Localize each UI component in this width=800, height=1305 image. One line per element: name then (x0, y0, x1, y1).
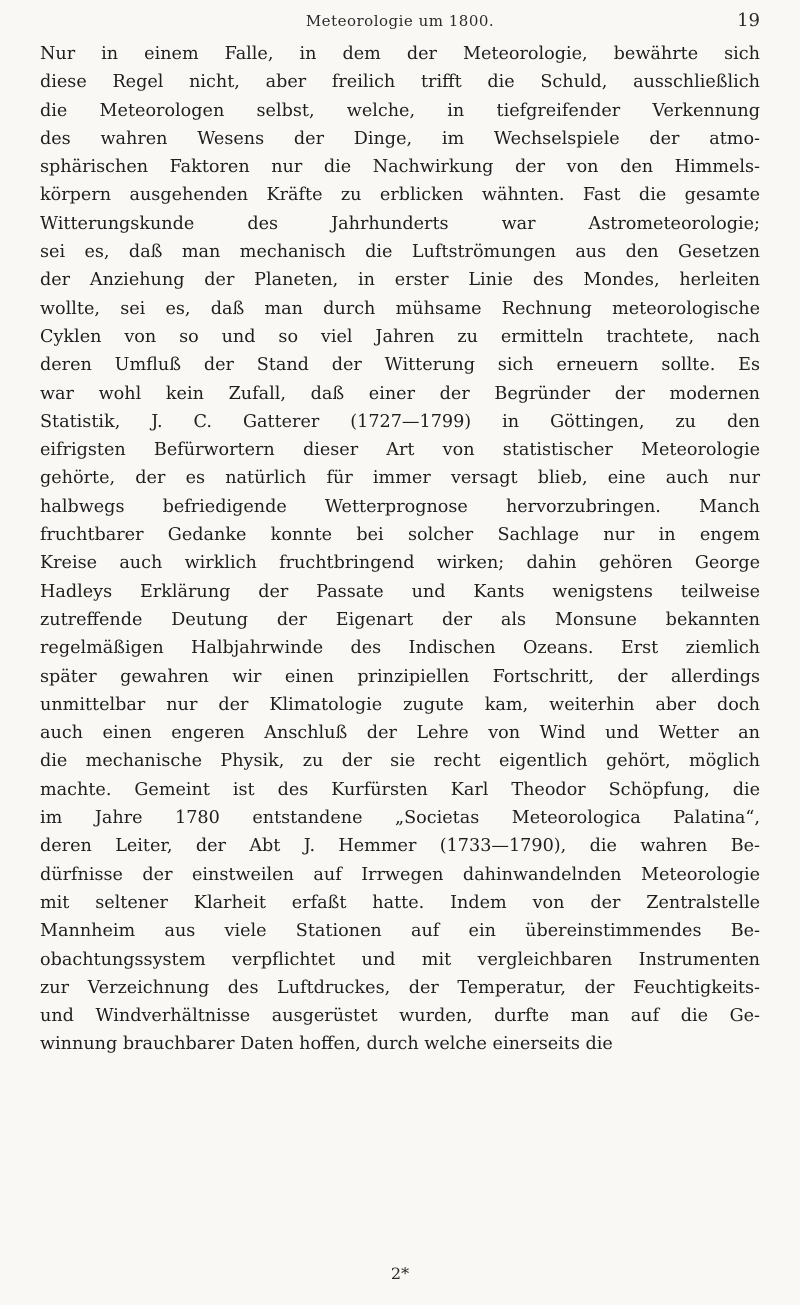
text-line: Statistik, J. C. Gatterer (1727—1799) in Göttingen, zu den (40, 411, 760, 432)
text-line: sphärischen Faktoren nur die Nachwirkung der von den Himmels- (40, 157, 760, 178)
text-line: die Meteorologen selbst, welche, in tiefgreifender Verkennung (40, 100, 760, 121)
text-line: deren Leiter, der Abt J. Hemmer (1733—1790), die wahren Be- (40, 836, 760, 857)
text-line: zutreffende Deutung der Eigenart der als Monsune bekannten (40, 609, 760, 630)
text-line: wollte, sei es, daß man durch mühsame Rechnung meteorologische (40, 298, 760, 319)
text-line: Cyklen von so und so viel Jahren zu ermitteln trachtete, nach (40, 326, 760, 347)
body-text (40, 40, 760, 1059)
text-line: auch einen engeren Anschluß der Lehre von Wind und Wetter an (40, 723, 760, 744)
text-line: deren Umfluß der Stand der Witterung sich erneuern sollte. Es (40, 355, 760, 376)
text-line: diese Regel nicht, aber freilich trifft die Schuld, ausschließlich (40, 72, 760, 93)
text-line: später gewahren wir einen prinzipiellen Fortschritt, der allerdings (40, 666, 760, 687)
text-line: obachtungssystem verpflichtet und mit vergleichbaren Instrumenten (40, 949, 760, 970)
text-line: zur Verzeichnung des Luftdruckes, der Temperatur, der Feuchtigkeits- (40, 977, 760, 998)
text-line: im Jahre 1780 entstandene „Societas Meteorologica Palatina“, (40, 808, 760, 829)
text-line: des wahren Wesens der Dinge, im Wechselspiele der atmo- (40, 128, 760, 149)
text-line: sei es, daß man mechanisch die Luftströmungen aus den Gesetzen (40, 242, 760, 263)
text-line: gehörte, der es natürlich für immer versagt blieb, eine auch nur (40, 468, 760, 489)
text-line: die mechanische Physik, zu der sie recht eigentlich gehört, möglich (40, 751, 760, 772)
text-line: der Anziehung der Planeten, in erster Linie des Mondes, herleiten (40, 270, 760, 291)
text-line: regelmäßigen Halbjahrwinde des Indischen Ozeans. Erst ziemlich (40, 638, 760, 659)
text-line: halbwegs befriedigende Wetterprognose hervorzubringen. Manch (40, 496, 760, 517)
text-line: winnung brauchbarer Daten hoffen, durch welche einerseits die (40, 1034, 613, 1055)
running-head: Meteorologie um 1800. (305, 12, 495, 30)
text-line: Mannheim aus viele Stationen auf ein übereinstimmendes Be- (40, 921, 760, 942)
text-line: Kreise auch wirklich fruchtbringend wirken; dahin gehören George (40, 553, 760, 574)
text-line: Nur in einem Falle, in dem der Meteorologie, bewährte sich (40, 44, 760, 64)
text-line: und Windverhältnisse ausgerüstet wurden, durfte man auf die Ge- (40, 1006, 760, 1027)
text-line: fruchtbarer Gedanke konnte bei solcher Sachlage nur in engem (40, 525, 760, 546)
text-line: war wohl kein Zufall, daß einer der Begründer der modernen (40, 383, 760, 404)
page-header (40, 6, 760, 36)
text-line: machte. Gemeint ist des Kurfürsten Karl Theodor Schöpfung, die (40, 779, 760, 800)
text-line: dürfnisse der einstweilen auf Irrwegen dahinwandelnden Meteorologie (40, 864, 760, 885)
text-line: Hadleys Erklärung der Passate und Kants wenigstens teilweise (40, 581, 760, 602)
signature-mark: 2* (390, 1264, 410, 1283)
text-line: Witterungskunde des Jahrhunderts war Astrometeorologie; (40, 213, 760, 234)
text-line: unmittelbar nur der Klimatologie zugute kam, weiterhin aber doch (40, 694, 760, 715)
text-line: eifrigsten Befürwortern dieser Art von statistischer Meteorologie (40, 440, 760, 461)
text-line: körpern ausgehenden Kräfte zu erblicken wähnten. Fast die gesamte (40, 185, 760, 206)
page-number: 19 (737, 10, 760, 31)
text-line: mit seltener Klarheit erfaßt hatte. Indem von der Zentralstelle (40, 892, 760, 913)
